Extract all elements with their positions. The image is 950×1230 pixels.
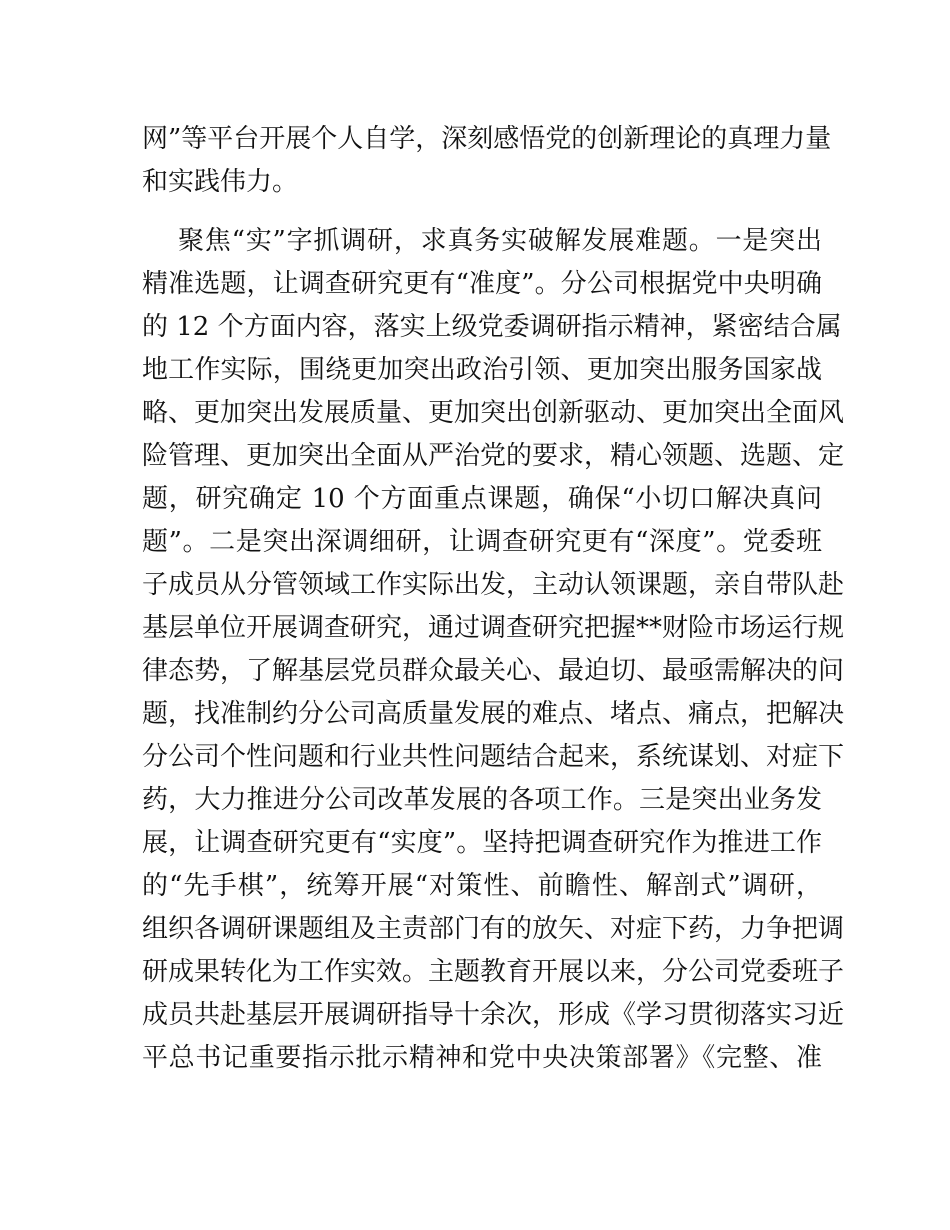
text-line: 基层单位开展调查研究，通过调查研究把握**财险市场运行规 [142,613,845,643]
text-line: 子成员从分管领域工作实际出发，主动认领课题，亲自带队赴 [142,570,845,600]
text-line: 题”。二是突出深调细研，让调查研究更有“深度”。党委班 [142,527,822,557]
text-line: 险管理、更加突出全面从严治党的要求，精心领题、选题、定 [142,441,845,471]
paragraph-1 [142,118,832,204]
text-line: 精准选题，让调查研究更有“准度”。分公司根据党中央明确 [142,269,822,299]
text-line: 的“先手棋”，统筹开展“对策性、前瞻性、解剖式”调研， [142,871,822,901]
text-line: 聚焦“实”字抓调研，求真务实破解发展难题。一是突出 [178,226,822,256]
text-line: 药，大力推进分公司改革发展的各项工作。三是突出业务发 [142,785,822,815]
text-line: 研成果转化为工作实效。主题教育开展以来，分公司党委班子 [142,957,845,987]
text-line: 平总书记重要指示批示精神和党中央决策部署》《完整、准 [142,1043,822,1073]
text-line: 和实践伟力。 [142,167,299,197]
document-body [142,118,845,1080]
text-line: 网”等平台开展个人自学，深刻感悟党的创新理论的真理力量 [142,124,832,154]
text-line: 略、更加突出发展质量、更加突出创新驱动、更加突出全面风 [142,398,845,428]
text-line: 地工作实际，围绕更加突出政治引领、更加突出服务国家战 [142,355,822,385]
text-line: 题，研究确定 10 个方面重点课题，确保“小切口解决真问 [142,484,822,514]
text-line: 展，让调查研究更有“实度”。坚持把调查研究作为推进工作 [142,828,822,858]
text-line: 题，找准制约分公司高质量发展的难点、堵点、痛点，把解决 [142,699,845,729]
text-line: 律态势，了解基层党员群众最关心、最迫切、最亟需解决的问 [142,656,845,686]
paragraph-2 [142,220,845,1080]
text-line: 分公司个性问题和行业共性问题结合起来，系统谋划、对症下 [142,742,845,772]
text-line: 的 12 个方面内容，落实上级党委调研指示精神，紧密结合属 [142,312,842,342]
text-line: 成员共赴基层开展调研指导十余次，形成《学习贯彻落实习近 [142,1000,845,1030]
text-line: 组织各调研课题组及主责部门有的放矢、对症下药，力争把调 [142,914,845,944]
